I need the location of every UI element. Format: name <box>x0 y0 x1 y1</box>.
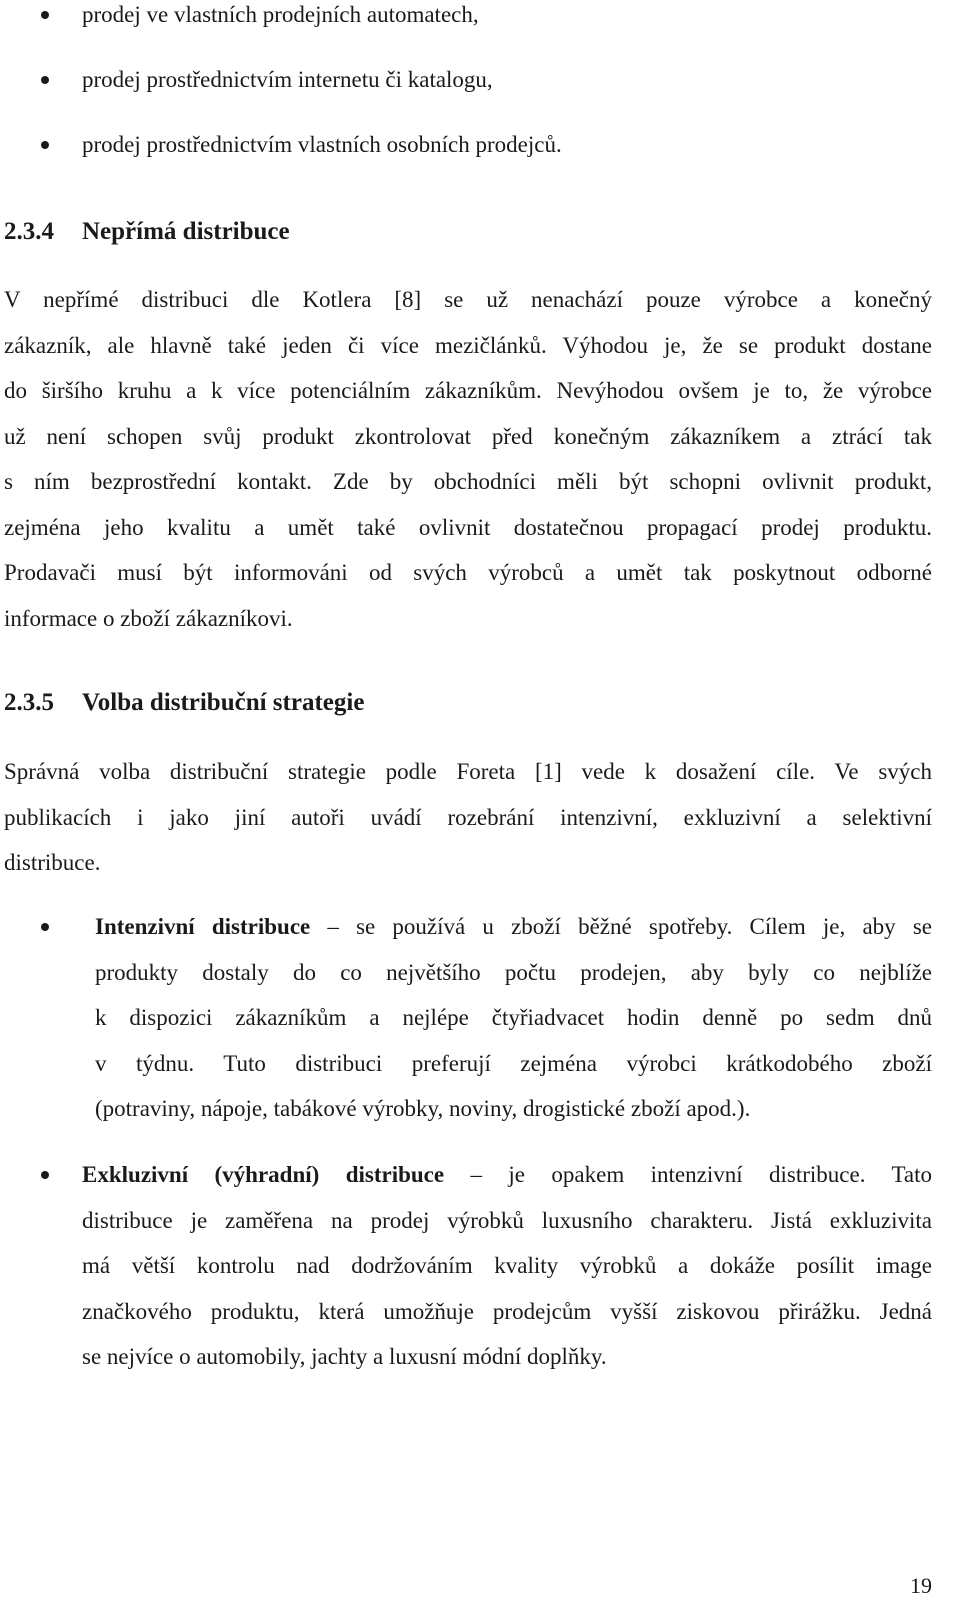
bullet-icon <box>41 923 49 931</box>
list-item-line: k dispozici zákazníkům a nejlépe čtyřiadvacet hodin denně po sedm dnů <box>95 1005 932 1030</box>
paragraph-line: do širšího kruhu a k více potenciálním zákazníkům. Nevýhodou ovšem je to, že výrobce <box>4 378 932 403</box>
paragraph-line: Správná volba distribuční strategie podle Foreta [1] vede k dosažení cíle. Ve svých <box>4 759 932 784</box>
paragraph-line: Prodavači musí být informováni od svých výrobců a umět tak poskytnout odborné <box>4 560 932 585</box>
list-item-body <box>95 904 932 1132</box>
list-item-line: v týdnu. Tuto distribuci preferují zejména výrobci krátkodobého zboží <box>95 1050 932 1076</box>
list-item-line: má větší kontrolu nad dodržováním kvality výrobků a dokáže posílit image <box>82 1253 932 1278</box>
section-paragraph <box>4 277 932 641</box>
list-item <box>38 1152 932 1382</box>
term-description: – je opakem intenzivní distribuce. Tato <box>444 1162 932 1187</box>
list-item-line: produkty dostaly do co největšího počtu prodejen, aby byly co nejblíže <box>95 959 932 985</box>
list-item <box>38 0 938 30</box>
list-item-line: (potraviny, nápoje, tabákové výrobky, noviny, drogistické zboží apod.). <box>95 1096 751 1121</box>
section-number: 2.3.4 <box>4 218 54 245</box>
bullet-icon <box>41 76 49 84</box>
paragraph-line: informace o zboží zákazníkovi. <box>4 605 293 631</box>
list-item-line <box>82 1152 932 1198</box>
list-item-text: prodej prostřednictvím vlastních osobních prodejců. <box>82 132 562 157</box>
paragraph-line: s ním bezprostřední kontakt. Zde by obchodníci měli být schopni ovlivnit produkt, <box>4 469 932 494</box>
section-title: Volba distribuční strategie <box>82 689 365 716</box>
term-description: – se používá u zboží běžné spotřeby. Cílem je, aby se <box>310 914 932 939</box>
paragraph-line: V nepřímé distribuci dle Kotlera [8] se už nenachází pouze výrobce a konečný <box>4 287 932 312</box>
page-number: 19 <box>910 1573 932 1598</box>
term-label: Intenzivní distribuce <box>95 914 311 939</box>
section-title: Nepřímá distribuce <box>82 218 290 245</box>
paragraph-line: zákazník, ale hlavně také jeden či více mezičlánků. Výhodou je, že se produkt dostane <box>4 332 932 358</box>
paragraph-line: už není schopen svůj produkt zkontrolovat před konečným zákazníkem a ztrácí tak <box>4 423 932 449</box>
bullet-icon <box>41 11 49 19</box>
term-label: Exkluzivní (výhradní) distribuce <box>82 1162 445 1187</box>
section-number: 2.3.5 <box>4 689 54 716</box>
list-item-text: prodej prostřednictvím internetu či katalogu, <box>82 67 493 92</box>
section-heading <box>4 216 290 248</box>
section-paragraph <box>4 749 932 886</box>
list-item <box>38 130 938 160</box>
bullet-icon <box>41 1171 49 1179</box>
paragraph-line: zejména jeho kvalitu a umět také ovlivnit dostatečnou propagací prodej produktu. <box>4 514 932 540</box>
paragraph-line: publikacích i jako jiní autoři uvádí rozebrání intenzivní, exkluzivní a selektivní <box>4 804 932 830</box>
list-item-text: prodej ve vlastních prodejních automatech, <box>82 2 479 27</box>
section-heading <box>4 687 364 719</box>
list-item-line: značkového produktu, která umožňuje prodejcům vyšší ziskovou přirážku. Jedná <box>82 1298 932 1324</box>
list-item-line: distribuce je zaměřena na prodej výrobků luxusního charakteru. Jistá exkluzivita <box>82 1207 932 1233</box>
paragraph-line: distribuce. <box>4 850 101 875</box>
bullet-icon <box>41 141 49 149</box>
list-item-body <box>82 1152 932 1380</box>
list-item-line <box>95 904 932 950</box>
list-item <box>38 65 938 95</box>
list-item-line: se nejvíce o automobily, jachty a luxusní módní doplňky. <box>82 1344 607 1369</box>
list-item <box>38 904 932 1134</box>
